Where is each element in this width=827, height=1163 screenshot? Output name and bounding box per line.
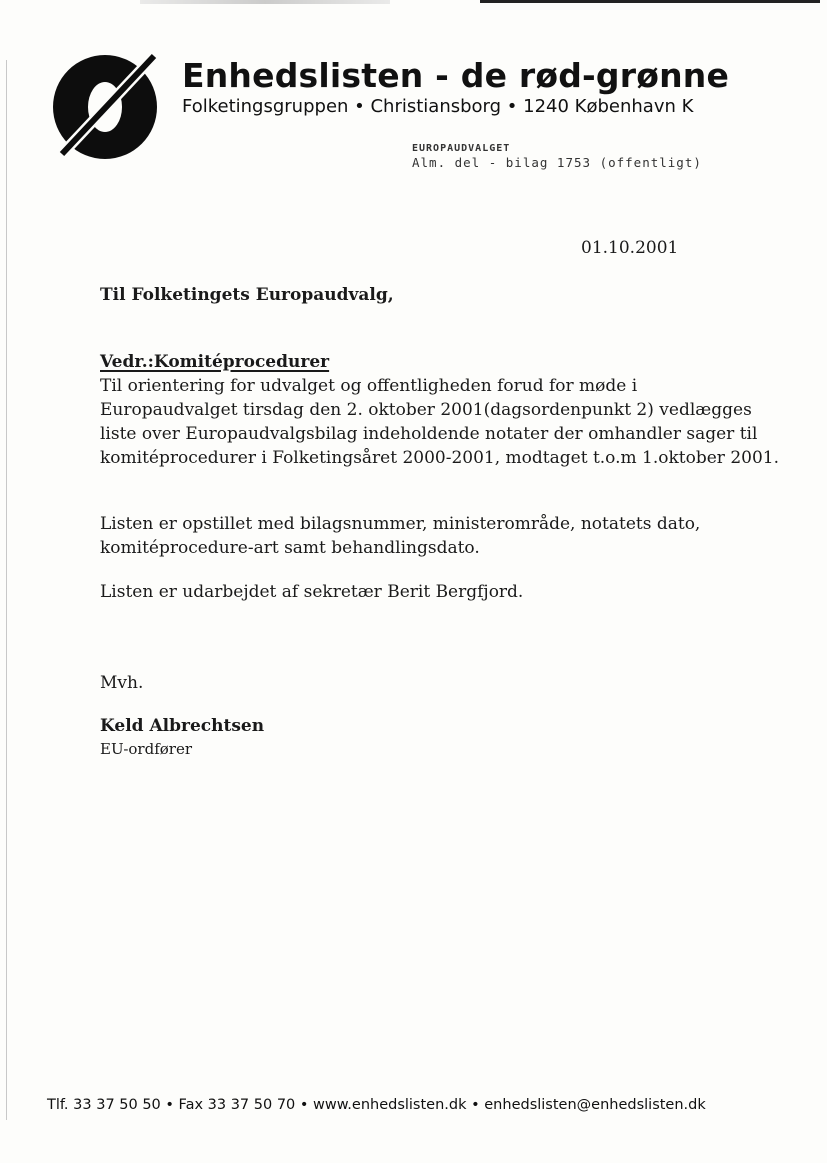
archive-stamp	[412, 143, 702, 170]
contact-footer: Tlf. 33 37 50 50 • Fax 33 37 50 70 • www.enhedslisten.dk • enhedslisten@enhedslisten.dk	[47, 1097, 706, 1113]
org-name: Enhedslisten - de rød-grønne	[182, 56, 730, 95]
scan-artifact-top	[140, 0, 390, 4]
body-paragraph-1: Til orientering for udvalget og offentligheden forud for møde i Europaudvalget tirsdag den 2. oktober 2001(dagsordenpunkt 2) vedlægges liste over Europaudvalgsbilag indeholdende notater der omhandler sager til komitéprocedurer i Folketingsåret 2000-2001, modtaget t.o.m 1.oktober 2001.	[100, 376, 780, 468]
party-logo-icon	[50, 50, 160, 160]
stamp-committee: EUROPAUDVALGET	[412, 143, 511, 154]
addressee: Til Folketingets Europaudvalg,	[100, 285, 394, 305]
body-paragraph-3: Listen er udarbejdet af sekretær Berit Bergfjord.	[100, 582, 524, 602]
stamp-reference: Alm. del - bilag 1753 (offentligt)	[412, 155, 702, 170]
signer-title: EU-ordfører	[100, 740, 192, 758]
scan-artifact-top-edge	[480, 0, 820, 3]
closing: Mvh.	[100, 673, 144, 693]
subject-line: Vedr.:Komitéprocedurer	[100, 352, 330, 372]
letter-date: 01.10.2001	[581, 238, 679, 258]
scan-artifact-left	[6, 60, 7, 1120]
body-paragraph-2: Listen er opstillet med bilagsnummer, ministerområde, notatets dato, komitéprocedure-art samt behandlingsdato.	[100, 514, 701, 558]
signer-name: Keld Albrechtsen	[100, 716, 265, 736]
org-address: Folketingsgruppen • Christiansborg • 1240 København K	[182, 96, 694, 117]
